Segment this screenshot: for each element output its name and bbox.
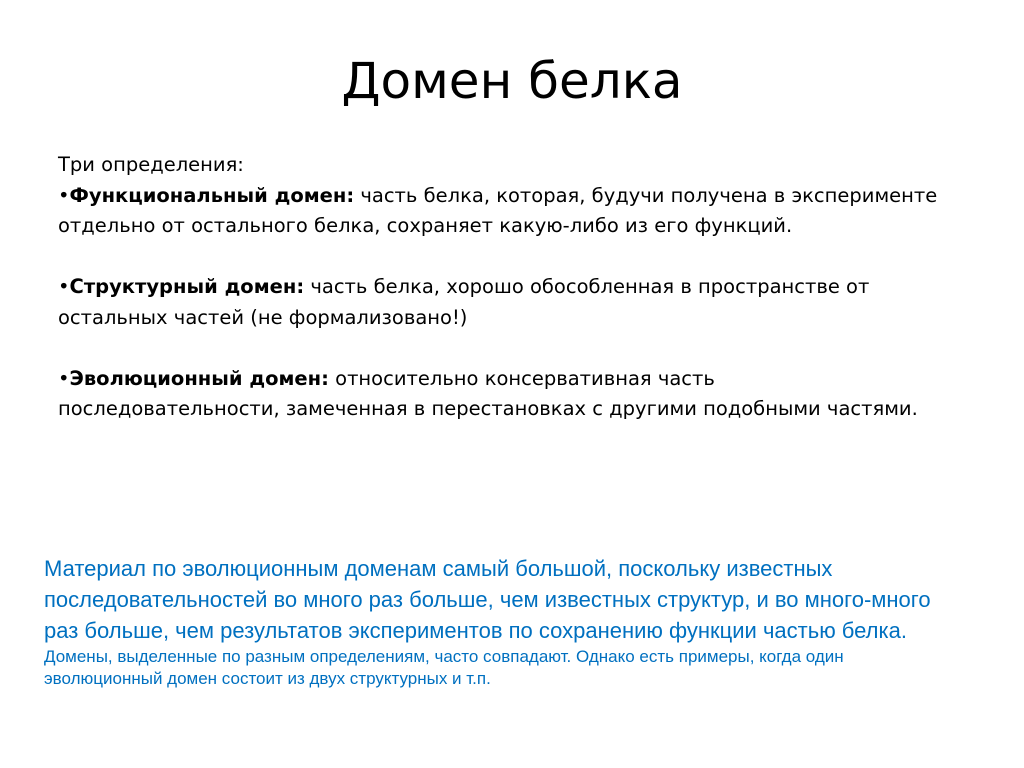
definition-text: часть белка, хорошо обособленная в пространстве от остальных частей (не формализовано!)	[58, 275, 870, 329]
paragraph-spacer	[58, 242, 938, 273]
definition-term: Эволюционный домен:	[69, 366, 329, 390]
blue-note	[44, 553, 964, 690]
note-main-text: Материал по эволюционным доменам самый большой, поскольку известных последовательностей во много раз больше, чем известных структур, и во много-много раз больше, чем результатов экспериментов по сохранению функции частью белка.	[44, 556, 931, 643]
paragraph-spacer	[58, 333, 938, 364]
definition-text: часть белка, которая, будучи получена в эксперименте отдельно от остального белка, сохраняет какую-либо из его функций.	[58, 183, 938, 237]
definition-functional	[58, 181, 938, 242]
definition-term: Функциональный домен:	[69, 183, 355, 207]
definition-evolutionary	[58, 364, 938, 425]
definition-text: относительно консервативная часть последовательности, замеченная в перестановках с другими подобными частями.	[58, 366, 918, 420]
bullet-marker: •	[58, 183, 70, 207]
definition-structural	[58, 272, 938, 333]
intro-text: Три определения:	[58, 153, 244, 176]
slide-title: Домен белка	[341, 52, 683, 110]
bullet-marker: •	[58, 366, 70, 390]
note-sub-text: Домены, выделенные по разным определениям, часто совпадают. Однако есть примеры, когда один эволюционный домен состоит из двух структурных и т.п.	[44, 647, 844, 688]
bullet-marker: •	[58, 275, 70, 298]
definitions-block	[58, 150, 938, 425]
definition-term: Структурный домен:	[69, 275, 305, 298]
